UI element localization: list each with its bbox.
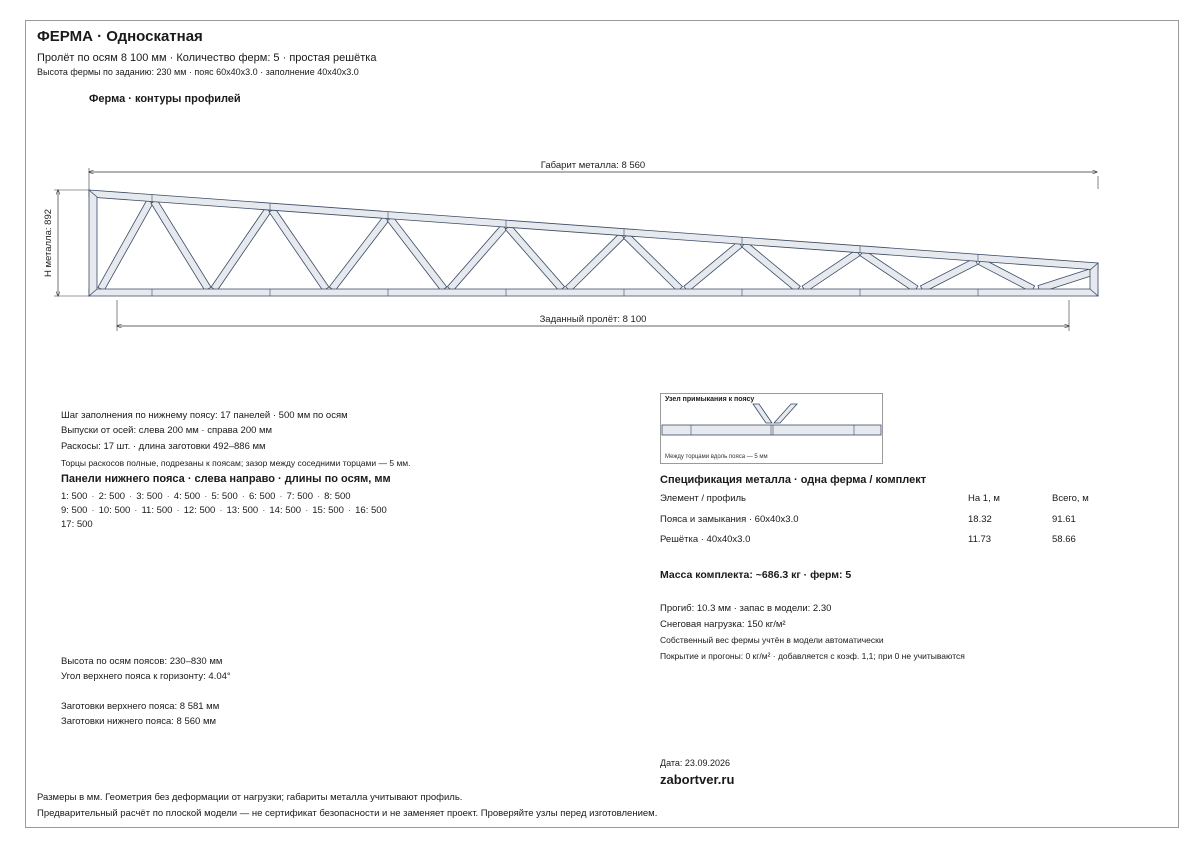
panel-length: 6: 500 xyxy=(248,491,276,502)
note-overhangs: Выпуски от осей: слева 200 мм · справа 200 мм xyxy=(61,425,273,436)
spec-header-row xyxy=(660,488,1100,508)
brand-logo: zabortver.ru xyxy=(660,772,735,787)
footer-note-1: Размеры в мм. Геометрия без деформации от нагрузки; габариты металла учитывают профиль. xyxy=(37,792,463,803)
truss-diagonal xyxy=(269,208,329,291)
panel-length: 3: 500 xyxy=(136,491,163,502)
panel-length: 9: 500 xyxy=(61,505,88,516)
panel-length: 4: 500 xyxy=(173,491,201,502)
spec-head-total: Всего, м xyxy=(1052,492,1089,504)
panel-length: 13: 500 xyxy=(226,505,259,516)
footer-note-2: Предварительный расчёт по плоской модели — не сертификат безопасности и не заменяет проект. Проверяйте узлы перед изготовлением. xyxy=(37,808,658,819)
load-roofing: Покрытие и прогоны: 0 кг/м² · добавляется с коэф. 1,1; при 0 не учитываются xyxy=(660,651,965,661)
truss-diagonal xyxy=(98,200,153,291)
truss-diagonal xyxy=(802,250,860,292)
load-selfweight: Собственный вес фермы учтён в модели автоматически xyxy=(660,635,884,645)
spec-head-per-one: На 1, м xyxy=(968,492,1000,504)
note-fill-step: Шаг заполнения по нижнему поясу: 17 панелей · 500 мм по осям xyxy=(61,410,348,421)
panel-length: 15: 500 xyxy=(312,505,344,516)
truss-diagonal xyxy=(742,242,800,292)
truss-diagonal xyxy=(505,225,564,291)
spec-table xyxy=(660,488,1100,549)
spec-mass: Масса комплекта: ~686.3 кг · ферм: 5 xyxy=(660,569,852,581)
inset-note: Между торцами вдоль пояса — 5 мм xyxy=(665,454,768,460)
note-diagonals: Раскосы: 17 шт. · длина заготовки 492–886 мм xyxy=(61,441,266,452)
panel-length: 14: 500 xyxy=(269,505,302,516)
truss-diagonal xyxy=(447,225,506,291)
spec-title: Спецификация металла · одна ферма / комплект xyxy=(660,474,927,486)
truss-diagonal xyxy=(920,258,977,292)
sheet-date: Дата: 23.09.2026 xyxy=(660,758,730,768)
truss-diagonal xyxy=(387,217,447,292)
dim-overall-label: Габарит металла: 8 560 xyxy=(540,160,646,171)
truss-members xyxy=(89,190,1098,296)
header-line-2: Высота фермы по заданию: 230 мм · пояс 60x40x3.0 · заполнение 40x40x3.0 xyxy=(37,67,359,77)
note-height-range: Высота по осям поясов: 230–830 мм xyxy=(61,656,223,667)
panel-length: 11: 500 xyxy=(141,505,173,516)
truss-diagonal xyxy=(211,208,271,291)
truss-diagonal xyxy=(624,233,683,291)
panel-length: 8: 500 xyxy=(324,491,351,502)
end-post-left xyxy=(89,190,97,296)
table-row: Решётка · 40x40x3.0 11.73 58.66 xyxy=(660,533,1076,545)
panels-row-2: 9: 500 · 10: 500 · 11: 500 · 12: 500 · 13: 500 · 14: 500 · 15: 500 · 16: 500 xyxy=(61,505,387,516)
truss-diagonal xyxy=(329,217,389,292)
inset-title: Узел примыкания к поясу xyxy=(665,396,755,403)
table-row: Пояса и замыкания · 60x40x3.0 18.32 91.61 xyxy=(660,513,1076,525)
panel-length: 2: 500 xyxy=(98,491,126,502)
panels-title: Панели нижнего пояса · слева направо · длины по осям, мм xyxy=(61,473,391,485)
load-deflection: Прогиб: 10.3 мм · запас в модели: 2.30 xyxy=(660,603,832,614)
truss-diagonal xyxy=(566,233,625,291)
panels-row-3 xyxy=(61,519,93,530)
truss-diagonal xyxy=(151,200,211,291)
note-ends: Торцы раскосов полные, подрезаны к поясам; зазор между соседними торцами — 5 мм. xyxy=(61,458,411,468)
bottom-chord xyxy=(89,289,1098,296)
panel-length: 1: 500 xyxy=(61,491,88,502)
header-line-1: Пролёт по осям 8 100 мм · Количество ферм: 5 · простая решётка xyxy=(37,52,377,64)
truss-diagonal xyxy=(684,242,742,292)
panel-length: 5: 500 xyxy=(211,491,238,502)
dim-height-label: H металла: 892 xyxy=(43,208,54,278)
panel-length: 7: 500 xyxy=(286,491,313,502)
note-bottom-blank: Заготовки нижнего пояса: 8 560 мм xyxy=(61,716,217,727)
panel-length: 17: 500 xyxy=(61,519,93,530)
panel-length: 10: 500 xyxy=(98,505,131,516)
top-chord xyxy=(89,190,1098,270)
truss-drawing xyxy=(0,0,1200,360)
node-detail-inset xyxy=(660,393,883,464)
dim-span-label: Заданный пролёт: 8 100 xyxy=(539,314,647,325)
drawing-title: Ферма · контуры профилей xyxy=(89,93,241,105)
note-top-blank: Заготовки верхнего пояса: 8 581 мм xyxy=(61,701,220,712)
spec-head-element: Элемент / профиль xyxy=(660,492,746,504)
panel-length: 12: 500 xyxy=(183,505,216,516)
panel-length: 16: 500 xyxy=(355,505,387,516)
note-top-angle: Угол верхнего пояса к горизонту: 4.04° xyxy=(61,671,231,682)
panels-row-1: 1: 500 · 2: 500 · 3: 500 · 4: 500 · 5: 500 · 6: 500 · 7: 500 · 8: 500 xyxy=(61,491,351,502)
node-detail-drawing xyxy=(661,394,882,463)
load-snow: Снеговая нагрузка: 150 кг/м² xyxy=(660,619,786,630)
sheet-title: ФЕРМА · Односкатная xyxy=(37,28,203,45)
